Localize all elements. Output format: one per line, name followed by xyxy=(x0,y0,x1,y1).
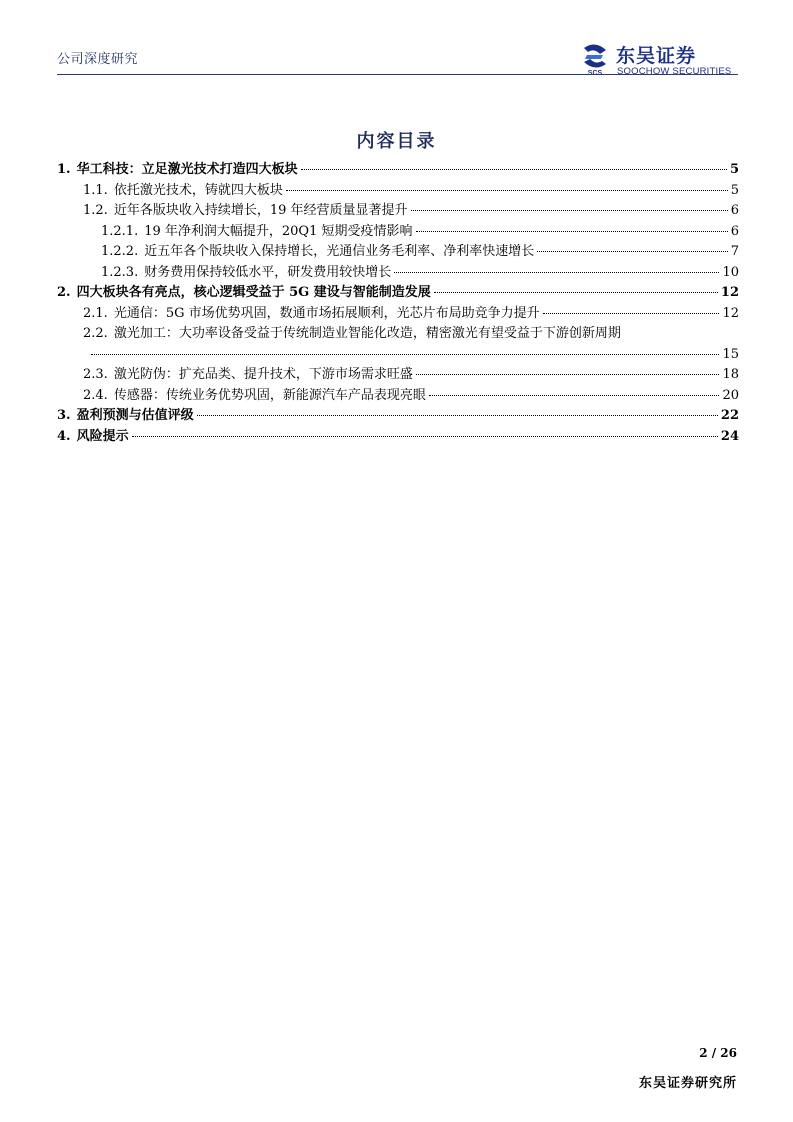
toc-entry[interactable] xyxy=(57,160,739,181)
logo-chinese-name: 东吴证券 xyxy=(616,45,697,67)
toc-entry[interactable] xyxy=(57,181,739,202)
toc-entry-text: 传感器：传统业务优势巩固，新能源汽车产品表现亮眼 xyxy=(113,387,426,403)
toc-entry-page: 18 xyxy=(722,367,739,382)
toc-entry-page: 5 xyxy=(729,162,739,177)
company-logo xyxy=(578,42,740,78)
toc-entry[interactable] xyxy=(57,283,739,304)
dot-leader xyxy=(394,272,719,273)
toc-entry-text: 近五年各个版块收入保持增长，光通信业务毛利率、净利率快速增长 xyxy=(144,244,535,259)
report-category: 公司深度研究 xyxy=(57,52,139,67)
toc-entry[interactable] xyxy=(57,242,739,263)
toc-entry-number: 1.1. xyxy=(83,182,108,198)
toc-entry-number: 2.2. xyxy=(83,326,108,341)
toc-entry-text: 四大板块各有亮点，核心逻辑受益于 5G 建设与智能制造发展 xyxy=(76,285,431,300)
toc-entry-text: 激光防伪：扩充品类、提升技术，下游市场需求旺盛 xyxy=(113,367,413,382)
dot-leader xyxy=(411,210,728,211)
toc-entry-page: 20 xyxy=(722,387,739,403)
toc-entry-number: 1.2.3. xyxy=(101,264,139,280)
toc-entry[interactable] xyxy=(57,304,739,325)
toc-entry-text: 财务费用保持较低水平，研发费用较快增长 xyxy=(144,264,392,280)
toc-entry-page: 12 xyxy=(720,285,739,300)
dot-leader xyxy=(434,292,718,293)
toc-entry-number: 2.3. xyxy=(83,367,108,382)
toc-entry[interactable] xyxy=(57,365,739,386)
toc-entry-text: 激光加工：大功率设备受益于传统制造业智能化改造，精密激光有望受益于下游创新周期 xyxy=(113,326,621,341)
toc-entry[interactable] xyxy=(57,386,739,407)
dot-leader xyxy=(301,169,727,170)
toc-entry-page: 15 xyxy=(722,346,739,362)
toc-entry-text: 盈利预测与估值评级 xyxy=(76,408,194,423)
toc-entry[interactable] xyxy=(57,263,739,284)
dot-leader xyxy=(132,436,718,437)
toc-entry-text: 依托激光技术，铸就四大板块 xyxy=(113,182,283,198)
toc-entry-page: 6 xyxy=(730,223,739,239)
soochow-logo-icon xyxy=(578,42,612,76)
toc-entry-number: 1.2. xyxy=(83,203,108,218)
toc-entry-number: 2. xyxy=(57,285,71,300)
toc-entry[interactable] xyxy=(57,201,739,222)
toc-entry-page: 5 xyxy=(730,182,739,198)
toc-entry[interactable] xyxy=(57,427,739,448)
footer-organization: 东吴证券研究所 xyxy=(638,1076,737,1091)
logo-mark-text: SCS xyxy=(587,70,603,76)
toc-entry-continuation[interactable] xyxy=(57,345,739,366)
toc-entry-number: 2.4. xyxy=(83,387,108,403)
dot-leader xyxy=(537,251,727,252)
toc-entry-page: 24 xyxy=(720,428,739,444)
dot-leader xyxy=(429,395,720,396)
toc-entry-text: 近年各版块收入持续增长，19 年经营质量显著提升 xyxy=(113,203,408,218)
toc-entry-page: 10 xyxy=(722,264,739,280)
toc-entry[interactable] xyxy=(57,324,739,345)
toc-entry-number: 3. xyxy=(57,408,71,423)
toc-entry-number: 2.1. xyxy=(83,305,108,321)
toc-entry-text: 光通信：5G 市场优势巩固，数通市场拓展顺利，光芯片布局助竞争力提升 xyxy=(113,305,540,321)
toc-entry-page: 7 xyxy=(730,244,739,259)
dot-leader xyxy=(416,231,728,232)
toc-entry-page: 6 xyxy=(730,203,739,218)
toc-entry-page: 22 xyxy=(720,408,739,423)
toc-entry[interactable] xyxy=(57,222,739,243)
table-of-contents xyxy=(57,160,739,447)
toc-entry-text: 19 年净利润大幅提升，20Q1 短期受疫情影响 xyxy=(144,223,413,239)
logo-english-name: SOOCHOW SECURITIES xyxy=(617,66,732,77)
dot-leader xyxy=(543,313,720,314)
toc-entry-text: 华工科技：立足激光技术打造四大板块 xyxy=(76,162,298,177)
toc-entry-number: 1.2.2. xyxy=(101,244,139,259)
toc-entry[interactable] xyxy=(57,406,739,427)
dot-leader xyxy=(91,354,719,355)
dot-leader xyxy=(416,374,720,375)
page-number: 2 / 26 xyxy=(699,1046,737,1060)
toc-entry-text: 风险提示 xyxy=(76,428,129,444)
dot-leader xyxy=(197,415,718,416)
toc-entry-number: 4. xyxy=(57,428,71,444)
toc-entry-number: 1. xyxy=(57,162,71,177)
dot-leader xyxy=(286,190,728,191)
toc-title: 内容目录 xyxy=(356,131,437,152)
toc-entry-number: 1.2.1. xyxy=(101,223,139,239)
header-divider xyxy=(57,74,738,75)
toc-entry-page: 12 xyxy=(722,305,739,321)
